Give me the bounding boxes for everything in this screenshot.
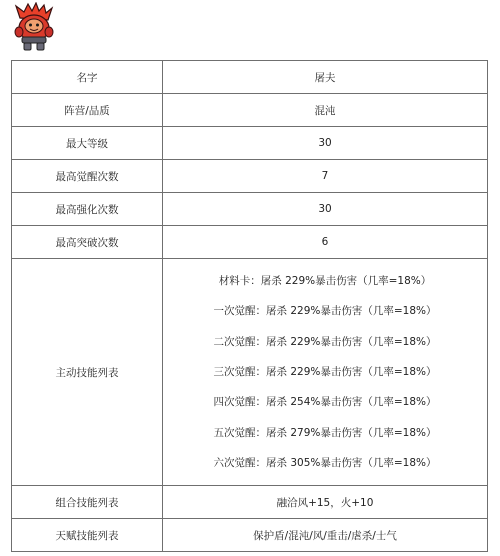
table-row-enhance	[12, 193, 488, 226]
awaken-value: 7	[163, 160, 488, 193]
table-row-talent-skills	[12, 519, 488, 552]
enhance-value: 30	[163, 193, 488, 226]
talent-skills-value: 保护盾/混沌/风/重击/虐杀/士气	[163, 519, 488, 552]
skill-line-awaken-2: 二次觉醒：屠杀 229%暴击伤害（几率=18%）	[213, 335, 437, 348]
breakthrough-value: 6	[163, 226, 488, 259]
enhance-label: 最高强化次数	[12, 193, 163, 226]
faction-value: 混沌	[163, 94, 488, 127]
red-fire-creature-avatar-icon	[12, 2, 56, 52]
faction-label: 阵营/品质	[12, 94, 163, 127]
table-row-active-skills	[12, 259, 488, 486]
active-skills-list	[163, 270, 487, 474]
table-row-awaken	[12, 160, 488, 193]
skill-line-awaken-6: 六次觉醒：屠杀 305%暴击伤害（几率=18%）	[213, 456, 437, 469]
table-row-breakthrough	[12, 226, 488, 259]
skill-line-awaken-3: 三次觉醒：屠杀 229%暴击伤害（几率=18%）	[213, 365, 437, 378]
active-skills-label: 主动技能列表	[12, 259, 163, 486]
table-row-faction	[12, 94, 488, 127]
skill-line-awaken-4: 四次觉醒：屠杀 254%暴击伤害（几率=18%）	[213, 396, 437, 409]
name-label: 名字	[12, 61, 163, 94]
table-row-max-level	[12, 127, 488, 160]
avatar	[12, 2, 56, 52]
breakthrough-label: 最高突破次数	[12, 226, 163, 259]
skill-line-awaken-5: 五次觉醒：屠杀 279%暴击伤害（几率=18%）	[213, 426, 437, 439]
talent-skills-label: 天赋技能列表	[12, 519, 163, 552]
combo-skills-value: 融洽风+15，火+10	[163, 486, 488, 519]
table-row-combo-skills	[12, 486, 488, 519]
skill-line-awaken-1: 一次觉醒：屠杀 229%暴击伤害（几率=18%）	[213, 305, 437, 318]
combo-skills-label: 组合技能列表	[12, 486, 163, 519]
name-value: 屠夫	[163, 61, 488, 94]
max-level-label: 最大等级	[12, 127, 163, 160]
hero-info-table	[11, 60, 488, 552]
max-level-value: 30	[163, 127, 488, 160]
skill-line-material: 材料卡：屠杀 229%暴击伤害（几率=18%）	[218, 275, 432, 287]
active-skills-cell	[163, 259, 488, 486]
awaken-label: 最高觉醒次数	[12, 160, 163, 193]
table-row-name	[12, 61, 488, 94]
